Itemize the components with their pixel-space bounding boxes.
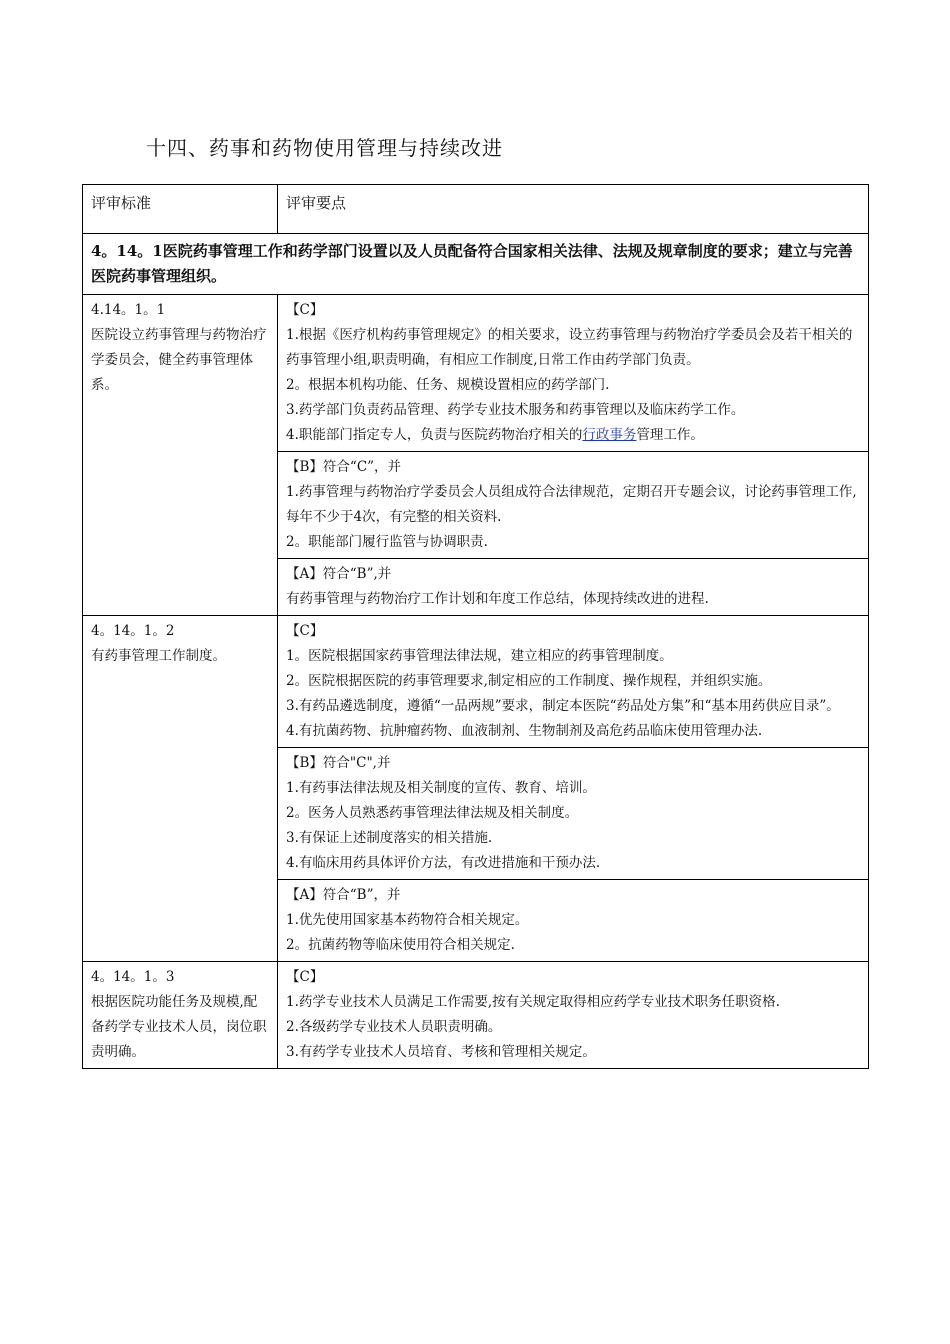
table-row	[83, 295, 869, 452]
table-row	[83, 616, 869, 748]
standard-cell	[83, 962, 278, 1069]
standard-code: 4.14。1。1	[91, 302, 166, 318]
grade-b-cell	[278, 748, 869, 880]
standard-desc: 有药事管理工作制度。	[91, 648, 226, 664]
point-line: 2。医院根据医院的药事管理要求,制定相应的工作制度、操作规程，并组织实施。	[286, 673, 772, 689]
point-line: 1.优先使用国家基本药物符合相关规定。	[286, 912, 529, 928]
point-line: 1.药事管理与药物治疗学委员会人员组成符合法律规范，定期召开专题会议，讨论药事管理工作,每年不少于4次，有完整的相关资料.	[286, 484, 857, 525]
section-heading: 4。14。1医院药事管理工作和药学部门设置以及人员配备符合国家相关法律、法规及规章制度的要求；建立与完善医院药事管理组织。	[83, 234, 869, 295]
header-points: 评审要点	[278, 185, 869, 234]
point-line: 1.药学专业技术人员满足工作需要,按有关规定取得相应药学专业技术职务任职资格.	[286, 994, 780, 1010]
grade-label: 【B】符合“C”，并	[286, 459, 402, 475]
grade-c-cell	[278, 962, 869, 1069]
point-line: 3.有药品遴选制度，遵循“一品两规”要求，制定本医院“药品处方集”和“基本用药供应目录”。	[286, 698, 840, 714]
standard-code: 4。14。1。2	[91, 623, 175, 639]
point-line	[286, 423, 860, 448]
point-line: 2。根据本机构功能、任务、规模设置相应的药学部门.	[286, 377, 610, 393]
point-line: 有药事管理与药物治疗工作计划和年度工作总结，体现持续改进的进程.	[286, 591, 709, 607]
grade-c-cell	[278, 295, 869, 452]
grade-b-cell	[278, 452, 869, 559]
admin-affairs-link[interactable]: 行政事务	[582, 427, 637, 443]
point-text: 管理工作。	[636, 427, 704, 443]
point-line: 3.有药学专业技术人员培育、考核和管理相关规定。	[286, 1044, 596, 1060]
point-line: 2。医务人员熟悉药事管理法律法规及相关制度。	[286, 805, 579, 821]
table-header-row	[83, 185, 869, 234]
standard-cell	[83, 295, 278, 616]
point-line: 3.药学部门负责药品管理、药学专业技术服务和药事管理以及临床药学工作。	[286, 402, 745, 418]
point-line: 2.各级药学专业技术人员职责明确。	[286, 1019, 502, 1035]
point-line: 2。职能部门履行监管与协调职责.	[286, 534, 488, 550]
standard-cell	[83, 616, 278, 962]
point-line: 2。抗菌药物等临床使用符合相关规定.	[286, 937, 515, 953]
header-standard: 评审标准	[83, 185, 278, 234]
table-row	[83, 962, 869, 1069]
standard-desc: 根据医院功能任务及规模,配备药学专业技术人员，岗位职责明确。	[91, 994, 267, 1060]
grade-label: 【C】	[286, 302, 324, 318]
point-line: 1.根据《医疗机构药事管理规定》的相关要求，设立药事管理与药物治疗学委员会及若干相关的药事管理小组,职责明确，有相应工作制度,日常工作由药学部门负责。	[286, 327, 853, 368]
point-line: 3.有保证上述制度落实的相关措施.	[286, 830, 493, 846]
standards-table	[82, 184, 869, 1069]
point-line: 4.有抗菌药物、抗肿瘤药物、血液制剂、生物制剂及高危药品临床使用管理办法.	[286, 723, 763, 739]
standard-code: 4。14。1。3	[91, 969, 175, 985]
grade-label: 【A】符合“B”，并	[286, 887, 401, 903]
grade-label: 【C】	[286, 623, 324, 639]
point-text: 4.职能部门指定专人，负责与医院药物治疗相关的	[286, 427, 583, 443]
grade-a-cell	[278, 880, 869, 962]
grade-label: 【A】符合“B”,并	[286, 566, 392, 582]
grade-label: 【B】符合"C",并	[286, 755, 391, 771]
grade-a-cell	[278, 559, 869, 616]
point-line: 1。医院根据国家药事管理法律法规，建立相应的药事管理制度。	[286, 648, 673, 664]
point-line: 4.有临床用药具体评价方法，有改进措施和干预办法.	[286, 855, 601, 871]
page-title: 十四、药事和药物使用管理与持续改进	[146, 136, 503, 160]
standard-desc: 医院设立药事管理与药物治疗学委员会，健全药事管理体系。	[91, 327, 267, 393]
grade-label: 【C】	[286, 969, 324, 985]
point-line: 1.有药事法律法规及相关制度的宣传、教育、培训。	[286, 780, 596, 796]
grade-c-cell	[278, 616, 869, 748]
section-row	[83, 234, 869, 295]
